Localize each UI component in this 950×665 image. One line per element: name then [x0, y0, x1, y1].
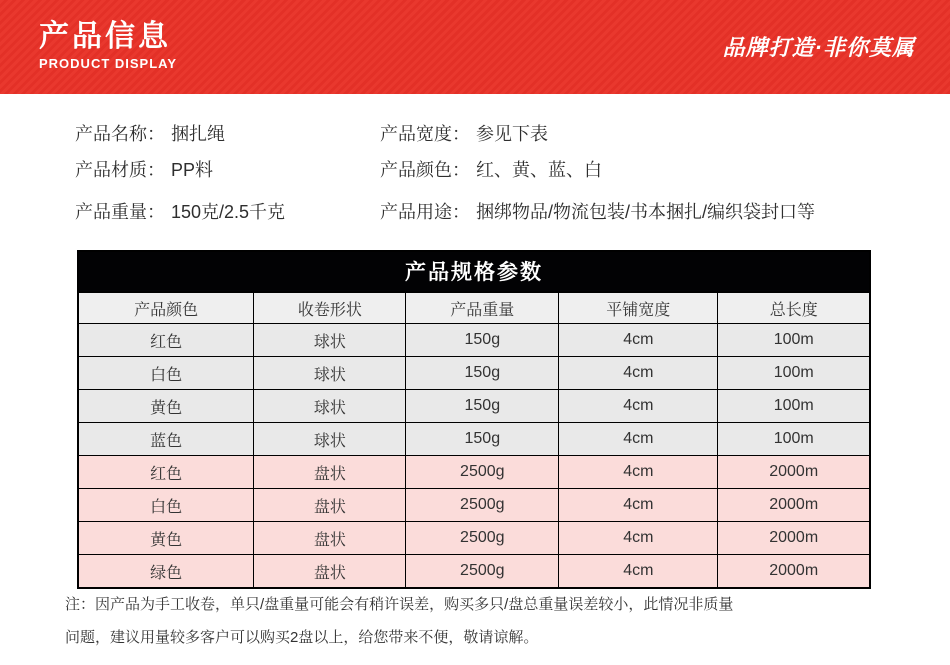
- footnote: [65, 588, 905, 654]
- table-cell: 4cm: [559, 456, 718, 489]
- table-cell: 球状: [254, 390, 406, 423]
- table-cell: 4cm: [559, 522, 718, 555]
- detail-product-usage: [380, 198, 815, 224]
- column-header-length: 总长度: [718, 292, 870, 324]
- table-row: [78, 324, 870, 357]
- table-cell: 2000m: [718, 522, 870, 555]
- table-row: [78, 423, 870, 456]
- column-header-weight: 产品重量: [406, 292, 559, 324]
- detail-value: 捆绑物品/物流包装/书本捆扎/编织袋封口等: [476, 202, 816, 222]
- detail-product-material: [75, 156, 213, 182]
- detail-value: 150克/2.5千克: [171, 202, 286, 222]
- table-cell: 4cm: [559, 555, 718, 589]
- detail-label: 产品用途：: [380, 202, 470, 222]
- table-cell: 球状: [254, 357, 406, 390]
- table-cell: 4cm: [559, 357, 718, 390]
- table-cell: 4cm: [559, 423, 718, 456]
- detail-value: 捆扎绳: [171, 124, 225, 144]
- table-row: [78, 390, 870, 423]
- table-cell: 黄色: [78, 390, 254, 423]
- table-cell: 2000m: [718, 456, 870, 489]
- table-cell: 球状: [254, 423, 406, 456]
- table-cell: 蓝色: [78, 423, 254, 456]
- detail-label: 产品名称：: [75, 124, 165, 144]
- detail-product-weight: [75, 198, 285, 224]
- page-title: 产品信息: [39, 20, 171, 53]
- table-cell: 100m: [718, 390, 870, 423]
- table-header-row: [78, 292, 870, 324]
- table-cell: 4cm: [559, 324, 718, 357]
- table-cell: 2500g: [406, 555, 559, 589]
- table-row: [78, 555, 870, 589]
- table-cell: 2000m: [718, 555, 870, 589]
- table-cell: 2500g: [406, 456, 559, 489]
- table-cell: 球状: [254, 324, 406, 357]
- detail-product-color: [380, 156, 602, 182]
- table-cell: 100m: [718, 324, 870, 357]
- brand-slogan: 品牌打造·非你莫属: [722, 35, 915, 60]
- table-row: [78, 357, 870, 390]
- table-row: [78, 456, 870, 489]
- table-cell: 盘状: [254, 489, 406, 522]
- table-cell: 2500g: [406, 522, 559, 555]
- column-header-width: 平铺宽度: [559, 292, 718, 324]
- table-cell: 盘状: [254, 555, 406, 589]
- table-cell: 红色: [78, 456, 254, 489]
- page-subtitle: PRODUCT DISPLAY: [39, 56, 178, 71]
- table-cell: 150g: [406, 324, 559, 357]
- table-cell: 绿色: [78, 555, 254, 589]
- footnote-line-2: 问题，建议用量较多客户可以购买2盘以上，给您带来不便，敬请谅解。: [65, 629, 539, 646]
- detail-product-name: [75, 120, 225, 146]
- detail-value: 参见下表: [476, 124, 548, 144]
- table-cell: 盘状: [254, 456, 406, 489]
- table-cell: 4cm: [559, 489, 718, 522]
- column-header-shape: 收卷形状: [254, 292, 406, 324]
- table-cell: 2500g: [406, 489, 559, 522]
- detail-label: 产品颜色：: [380, 160, 470, 180]
- table-cell: 150g: [406, 423, 559, 456]
- table-cell: 150g: [406, 357, 559, 390]
- detail-label: 产品材质：: [75, 160, 165, 180]
- detail-product-width: [380, 120, 548, 146]
- table-cell: 100m: [718, 357, 870, 390]
- table-cell: 4cm: [559, 390, 718, 423]
- table-cell: 100m: [718, 423, 870, 456]
- detail-value: 红、黄、蓝、白: [476, 160, 602, 180]
- footnote-line-1: 注：因产品为手工收卷，单只/盘重量可能会有稍许误差，购买多只/盘总重量误差较小，此情况非质量: [65, 596, 734, 613]
- spec-table-section: [77, 250, 871, 589]
- table-cell: 盘状: [254, 522, 406, 555]
- banner: [0, 0, 950, 94]
- banner-title-block: [39, 20, 177, 71]
- table-cell: 红色: [78, 324, 254, 357]
- detail-label: 产品宽度：: [380, 124, 470, 144]
- table-cell: 150g: [406, 390, 559, 423]
- table-row: [78, 489, 870, 522]
- table-row: [78, 522, 870, 555]
- spec-table-title: 产品规格参数: [77, 250, 871, 291]
- table-cell: 2000m: [718, 489, 870, 522]
- detail-value: PP料: [171, 160, 214, 180]
- table-cell: 白色: [78, 357, 254, 390]
- table-cell: 黄色: [78, 522, 254, 555]
- detail-label: 产品重量：: [75, 202, 165, 222]
- table-cell: 白色: [78, 489, 254, 522]
- column-header-color: 产品颜色: [78, 292, 254, 324]
- spec-table-body: [78, 324, 870, 589]
- spec-table: [77, 291, 871, 589]
